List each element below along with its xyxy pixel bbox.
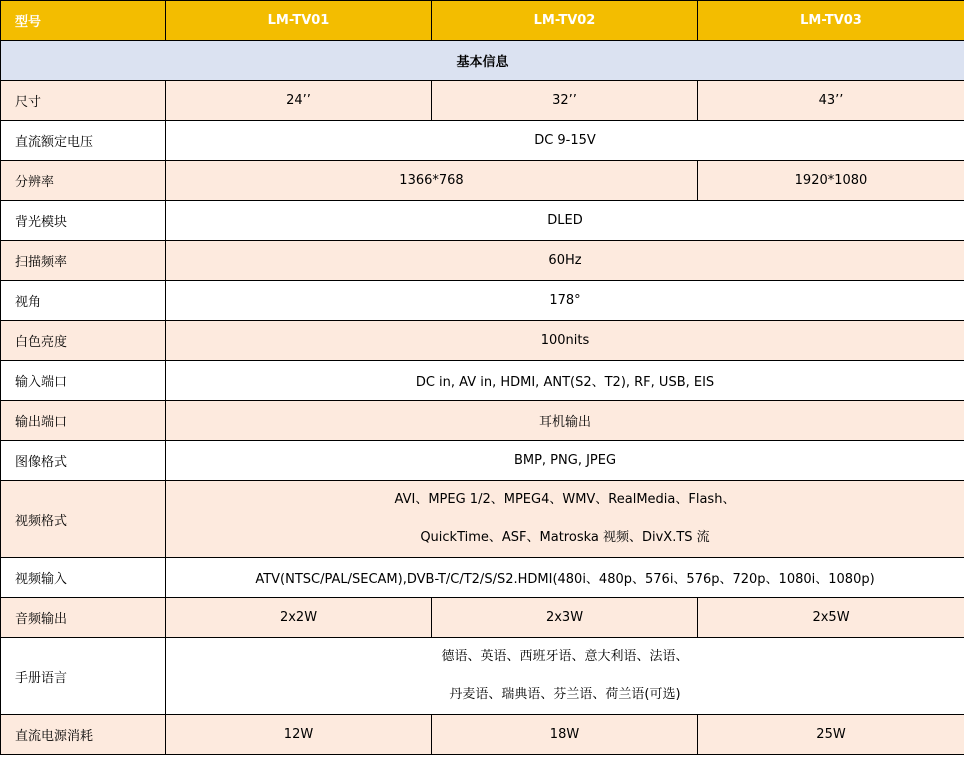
- row-size: [1, 81, 964, 121]
- row-image-format: [1, 441, 964, 481]
- row-label: 输入端口: [1, 361, 166, 401]
- row-label: 扫描频率: [1, 241, 166, 281]
- cell-value: ATV(NTSC/PAL/SECAM),DVB-T/C/T2/S/S2.HDMI(480i、480p、576i、576p、720p、1080i、1080p): [166, 558, 964, 598]
- header-row: [1, 1, 964, 41]
- row-power: [1, 715, 964, 755]
- cell-value: 24’’: [166, 81, 432, 121]
- row-label: 图像格式: [1, 441, 166, 481]
- row-label: 视频输入: [1, 558, 166, 598]
- cell-value: 2x3W: [432, 598, 698, 638]
- cell-value: 60Hz: [166, 241, 964, 281]
- row-scan: [1, 241, 964, 281]
- cell-value: 43’’: [698, 81, 964, 121]
- row-label: 输出端口: [1, 401, 166, 441]
- cell-value: 25W: [698, 715, 964, 755]
- value-line-2: 丹麦语、瑞典语、芬兰语、荷兰语(可选): [449, 687, 681, 702]
- cell-value: DC 9-15V: [166, 121, 964, 161]
- section-title: 基本信息: [1, 41, 964, 81]
- row-label: 分辨率: [1, 161, 166, 201]
- row-view-angle: [1, 281, 964, 321]
- value-line-1: AVI、MPEG 1/2、MPEG4、WMV、RealMedia、Flash、: [394, 492, 736, 507]
- row-label: 直流电源消耗: [1, 715, 166, 755]
- cell-value: DC in, AV in, HDMI, ANT(S2、T2), RF, USB, EIS: [166, 361, 964, 401]
- value-line-2: QuickTime、ASF、Matroska 视频、DivX.TS 流: [420, 530, 710, 545]
- row-brightness: [1, 321, 964, 361]
- row-input-ports: [1, 361, 964, 401]
- model-lm-tv01: LM-TV01: [166, 1, 432, 41]
- cell-value: 100nits: [166, 321, 964, 361]
- cell-value: 2x2W: [166, 598, 432, 638]
- row-voltage: [1, 121, 964, 161]
- row-video-input: [1, 558, 964, 598]
- value-line-1: 德语、英语、西班牙语、意大利语、法语、: [441, 649, 689, 664]
- row-video-format: [1, 481, 964, 558]
- row-audio-output: [1, 598, 964, 638]
- row-label: 背光模块: [1, 201, 166, 241]
- cell-value: BMP, PNG, JPEG: [166, 441, 964, 481]
- row-label: 视频格式: [1, 481, 166, 558]
- cell-value: 178°: [166, 281, 964, 321]
- cell-value: 1366*768: [166, 161, 698, 201]
- cell-value: [166, 638, 964, 715]
- row-label: 音频输出: [1, 598, 166, 638]
- section-row: [1, 41, 964, 81]
- cell-value: 18W: [432, 715, 698, 755]
- cell-value: 耳机输出: [166, 401, 964, 441]
- row-label: 手册语言: [1, 638, 166, 715]
- cell-value: 2x5W: [698, 598, 964, 638]
- cell-value: 32’’: [432, 81, 698, 121]
- row-label: 尺寸: [1, 81, 166, 121]
- cell-value: 1920*1080: [698, 161, 964, 201]
- row-label: 直流额定电压: [1, 121, 166, 161]
- model-lm-tv03: LM-TV03: [698, 1, 964, 41]
- model-label: 型号: [1, 1, 166, 41]
- cell-value: 12W: [166, 715, 432, 755]
- row-output-ports: [1, 401, 964, 441]
- cell-value: [166, 481, 964, 558]
- model-lm-tv02: LM-TV02: [432, 1, 698, 41]
- row-backlight: [1, 201, 964, 241]
- cell-value: DLED: [166, 201, 964, 241]
- row-label: 视角: [1, 281, 166, 321]
- row-resolution: [1, 161, 964, 201]
- row-manual-language: [1, 638, 964, 715]
- row-label: 白色亮度: [1, 321, 166, 361]
